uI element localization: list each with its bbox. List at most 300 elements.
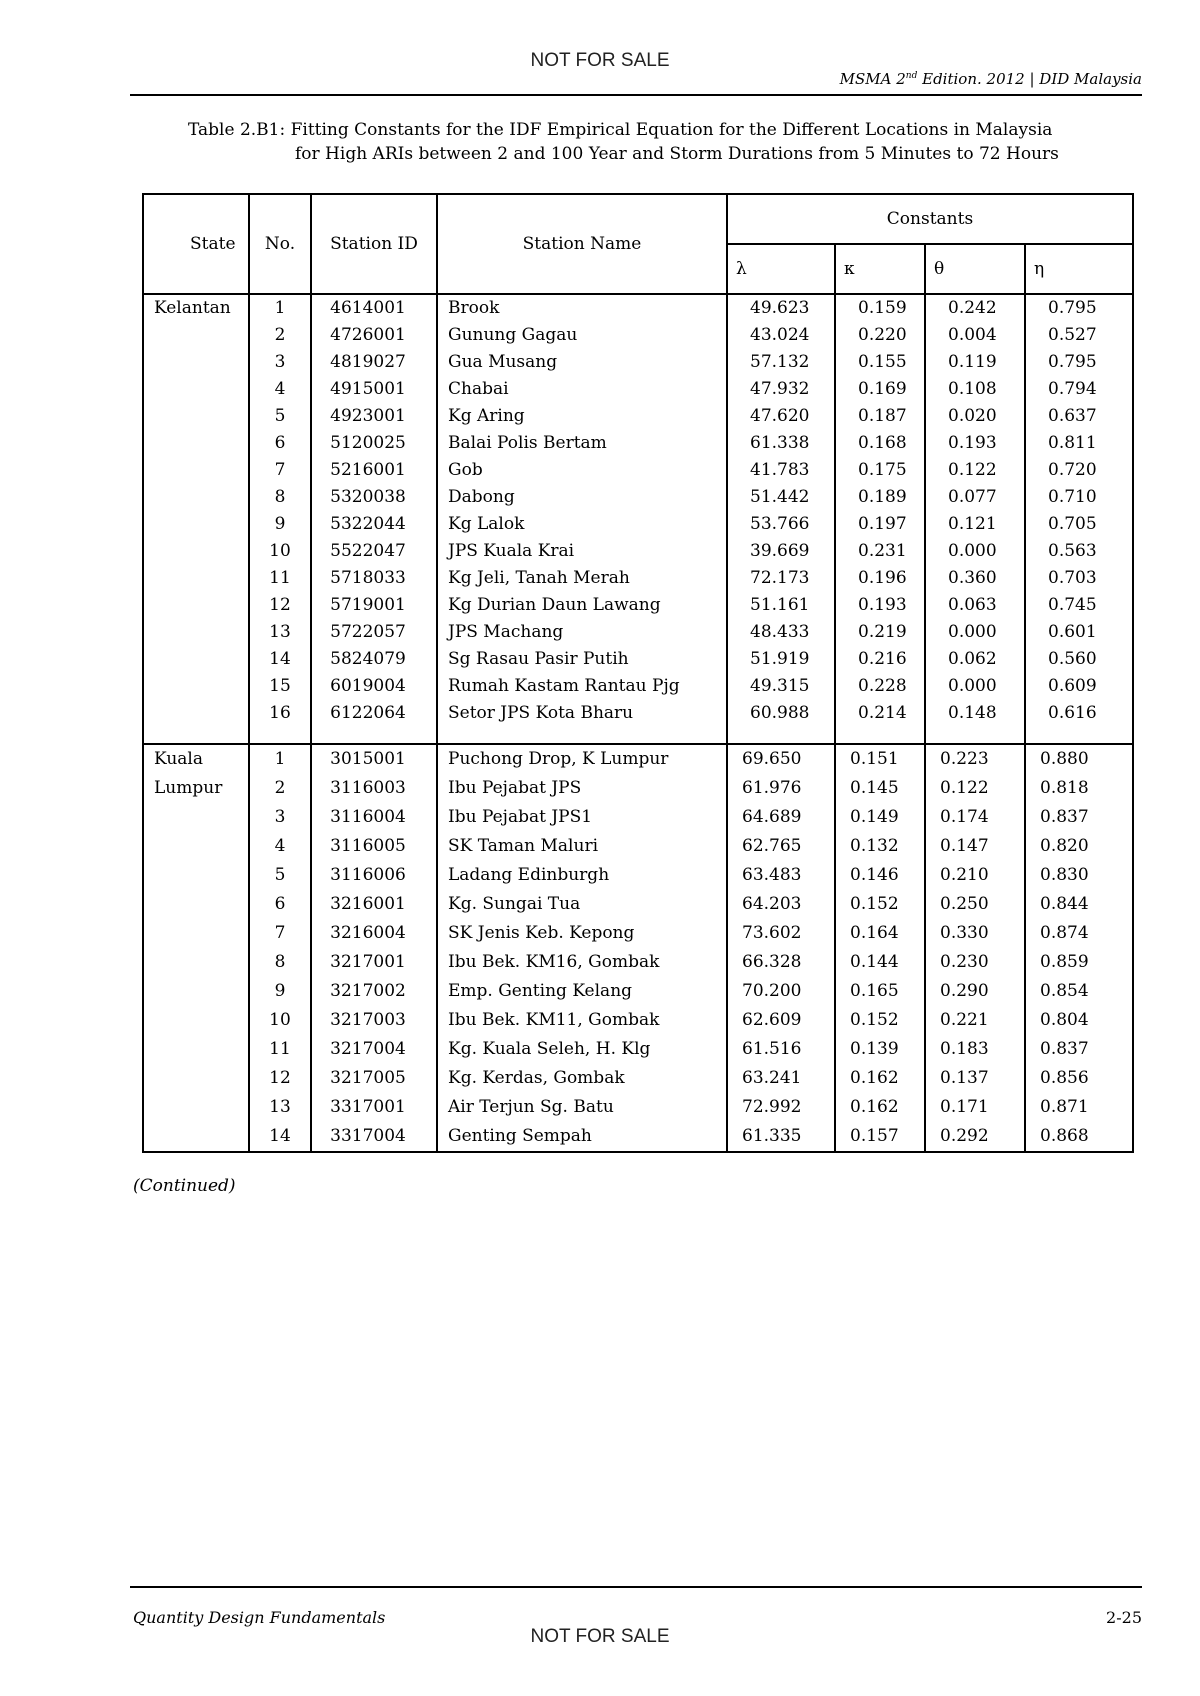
- kappa-cell: 0.193: [835, 592, 925, 619]
- row-number: 13: [249, 619, 311, 646]
- eta-cell: 0.560: [1025, 646, 1133, 673]
- continued-note: (Continued): [133, 1176, 236, 1196]
- table-row: [143, 919, 1133, 948]
- header-station-id: Station ID: [311, 194, 437, 294]
- state-cell: [143, 322, 249, 349]
- station-id-cell: 3317004: [311, 1122, 437, 1152]
- state-cell: [143, 1006, 249, 1035]
- eta-cell: 0.880: [1025, 744, 1133, 774]
- theta-cell: 0.230: [925, 948, 1025, 977]
- kappa-cell: 0.151: [835, 744, 925, 774]
- row-number: 11: [249, 1035, 311, 1064]
- lambda-cell: 72.173: [727, 565, 835, 592]
- kappa-cell: 0.139: [835, 1035, 925, 1064]
- kappa-cell: 0.187: [835, 403, 925, 430]
- theta-cell: 0.290: [925, 977, 1025, 1006]
- theta-cell: 0.062: [925, 646, 1025, 673]
- station-name-cell: Gua Musang: [437, 349, 727, 376]
- station-id-cell: 3015001: [311, 744, 437, 774]
- station-name-cell: Brook: [437, 294, 727, 322]
- kappa-cell: 0.146: [835, 861, 925, 890]
- eta-cell: 0.818: [1025, 774, 1133, 803]
- separator-cell: [925, 727, 1025, 744]
- eta-cell: 0.820: [1025, 832, 1133, 861]
- header-kappa: κ: [835, 244, 925, 294]
- state-cell: [143, 349, 249, 376]
- state-cell: [143, 538, 249, 565]
- table-row: [143, 977, 1133, 1006]
- kappa-cell: 0.155: [835, 349, 925, 376]
- station-name-cell: Kg Aring: [437, 403, 727, 430]
- station-id-cell: 5722057: [311, 619, 437, 646]
- theta-cell: 0.210: [925, 861, 1025, 890]
- kappa-cell: 0.219: [835, 619, 925, 646]
- table-row: [143, 457, 1133, 484]
- header-eta: η: [1025, 244, 1133, 294]
- lambda-cell: 61.516: [727, 1035, 835, 1064]
- station-id-cell: 5322044: [311, 511, 437, 538]
- theta-cell: 0.183: [925, 1035, 1025, 1064]
- page-number: 2-25: [1106, 1608, 1142, 1627]
- station-name-cell: Air Terjun Sg. Batu: [437, 1093, 727, 1122]
- station-name-cell: Kg. Kuala Seleh, H. Klg: [437, 1035, 727, 1064]
- row-number: 11: [249, 565, 311, 592]
- state-cell: [143, 484, 249, 511]
- row-number: 7: [249, 457, 311, 484]
- row-number: 3: [249, 803, 311, 832]
- station-id-cell: 3217001: [311, 948, 437, 977]
- table-caption: [188, 118, 1148, 166]
- lambda-cell: 51.919: [727, 646, 835, 673]
- theta-cell: 0.000: [925, 619, 1025, 646]
- lambda-cell: 64.689: [727, 803, 835, 832]
- lambda-cell: 61.976: [727, 774, 835, 803]
- station-name-cell: Ibu Bek. KM16, Gombak: [437, 948, 727, 977]
- lambda-cell: 73.602: [727, 919, 835, 948]
- row-number: 8: [249, 948, 311, 977]
- state-cell: [143, 977, 249, 1006]
- lambda-cell: 51.442: [727, 484, 835, 511]
- station-name-cell: Puchong Drop, K Lumpur: [437, 744, 727, 774]
- lambda-cell: 39.669: [727, 538, 835, 565]
- eta-cell: 0.871: [1025, 1093, 1133, 1122]
- theta-cell: 0.292: [925, 1122, 1025, 1152]
- station-name-cell: Ladang Edinburgh: [437, 861, 727, 890]
- kappa-cell: 0.231: [835, 538, 925, 565]
- station-name-cell: Kg Lalok: [437, 511, 727, 538]
- eta-cell: 0.527: [1025, 322, 1133, 349]
- table-row: [143, 1035, 1133, 1064]
- station-name-cell: Kg. Sungai Tua: [437, 890, 727, 919]
- state-cell: [143, 919, 249, 948]
- header-rule: [130, 94, 1142, 96]
- row-number: 4: [249, 376, 311, 403]
- eta-cell: 0.720: [1025, 457, 1133, 484]
- table-row: [143, 861, 1133, 890]
- station-name-cell: Sg Rasau Pasir Putih: [437, 646, 727, 673]
- theta-cell: 0.242: [925, 294, 1025, 322]
- eta-cell: 0.601: [1025, 619, 1133, 646]
- row-number: 9: [249, 511, 311, 538]
- row-number: 6: [249, 890, 311, 919]
- lambda-cell: 63.483: [727, 861, 835, 890]
- eta-cell: 0.854: [1025, 977, 1133, 1006]
- row-number: 9: [249, 977, 311, 1006]
- station-id-cell: 3216004: [311, 919, 437, 948]
- station-name-cell: Kg. Kerdas, Gombak: [437, 1064, 727, 1093]
- separator-cell: [1025, 727, 1133, 744]
- eta-cell: 0.837: [1025, 1035, 1133, 1064]
- table-row: [143, 1122, 1133, 1152]
- state-cell: [143, 861, 249, 890]
- lambda-cell: 66.328: [727, 948, 835, 977]
- kappa-cell: 0.159: [835, 294, 925, 322]
- header-state: State: [143, 194, 249, 294]
- lambda-cell: 57.132: [727, 349, 835, 376]
- theta-cell: 0.000: [925, 673, 1025, 700]
- row-number: 16: [249, 700, 311, 727]
- kappa-cell: 0.216: [835, 646, 925, 673]
- state-cell: [143, 619, 249, 646]
- kappa-cell: 0.189: [835, 484, 925, 511]
- station-id-cell: 5522047: [311, 538, 437, 565]
- row-number: 3: [249, 349, 311, 376]
- station-id-cell: 3217004: [311, 1035, 437, 1064]
- row-number: 8: [249, 484, 311, 511]
- state-cell: Lumpur: [143, 774, 249, 803]
- table-row: [143, 948, 1133, 977]
- kappa-cell: 0.196: [835, 565, 925, 592]
- station-name-cell: Rumah Kastam Rantau Pjg: [437, 673, 727, 700]
- lambda-cell: 48.433: [727, 619, 835, 646]
- station-name-cell: Chabai: [437, 376, 727, 403]
- separator-cell: [311, 727, 437, 744]
- row-number: 15: [249, 673, 311, 700]
- theta-cell: 0.174: [925, 803, 1025, 832]
- theta-cell: 0.020: [925, 403, 1025, 430]
- station-id-cell: 4614001: [311, 294, 437, 322]
- theta-cell: 0.119: [925, 349, 1025, 376]
- kappa-cell: 0.152: [835, 890, 925, 919]
- station-id-cell: 3116006: [311, 861, 437, 890]
- station-name-cell: Kg Durian Daun Lawang: [437, 592, 727, 619]
- eta-cell: 0.609: [1025, 673, 1133, 700]
- station-id-cell: 5320038: [311, 484, 437, 511]
- eta-cell: 0.795: [1025, 349, 1133, 376]
- separator-cell: [835, 727, 925, 744]
- theta-cell: 0.004: [925, 322, 1025, 349]
- state-cell: [143, 832, 249, 861]
- watermark-bottom: NOT FOR SALE: [530, 1626, 670, 1647]
- header-sup: nd: [905, 71, 918, 81]
- station-id-cell: 3217003: [311, 1006, 437, 1035]
- kappa-cell: 0.220: [835, 322, 925, 349]
- kappa-cell: 0.168: [835, 430, 925, 457]
- watermark-top: NOT FOR SALE: [530, 50, 670, 71]
- station-name-cell: Gunung Gagau: [437, 322, 727, 349]
- theta-cell: 0.193: [925, 430, 1025, 457]
- station-id-cell: 5718033: [311, 565, 437, 592]
- station-id-cell: 6122064: [311, 700, 437, 727]
- kuala-lumpur-rows: [143, 744, 1133, 1152]
- theta-cell: 0.147: [925, 832, 1025, 861]
- lambda-cell: 61.335: [727, 1122, 835, 1152]
- theta-cell: 0.221: [925, 1006, 1025, 1035]
- kappa-cell: 0.162: [835, 1093, 925, 1122]
- header-rest: Edition. 2012 | DID Malaysia: [917, 70, 1142, 88]
- lambda-cell: 70.200: [727, 977, 835, 1006]
- row-number: 6: [249, 430, 311, 457]
- state-cell: [143, 700, 249, 727]
- kappa-cell: 0.149: [835, 803, 925, 832]
- state-cell: [143, 803, 249, 832]
- state-cell: [143, 1035, 249, 1064]
- station-name-cell: Gob: [437, 457, 727, 484]
- header-lambda: λ: [727, 244, 835, 294]
- eta-cell: 0.837: [1025, 803, 1133, 832]
- row-number: 2: [249, 774, 311, 803]
- table-row: [143, 1064, 1133, 1093]
- station-id-cell: 6019004: [311, 673, 437, 700]
- lambda-cell: 53.766: [727, 511, 835, 538]
- station-id-cell: 3217002: [311, 977, 437, 1006]
- station-id-cell: 4915001: [311, 376, 437, 403]
- table-row: [143, 803, 1133, 832]
- row-number: 13: [249, 1093, 311, 1122]
- lambda-cell: 60.988: [727, 700, 835, 727]
- table-row: [143, 700, 1133, 727]
- kappa-cell: 0.162: [835, 1064, 925, 1093]
- kappa-cell: 0.145: [835, 774, 925, 803]
- table-row: [143, 1093, 1133, 1122]
- page-header: [840, 70, 1142, 88]
- separator-cell: [249, 727, 311, 744]
- separator-cell: [727, 727, 835, 744]
- kappa-cell: 0.169: [835, 376, 925, 403]
- state-cell: [143, 376, 249, 403]
- state-cell: [143, 430, 249, 457]
- kappa-cell: 0.175: [835, 457, 925, 484]
- lambda-cell: 47.932: [727, 376, 835, 403]
- eta-cell: 0.859: [1025, 948, 1133, 977]
- lambda-cell: 63.241: [727, 1064, 835, 1093]
- kappa-cell: 0.164: [835, 919, 925, 948]
- station-name-cell: JPS Kuala Krai: [437, 538, 727, 565]
- header-station-name: Station Name: [437, 194, 727, 294]
- state-cell: [143, 511, 249, 538]
- state-cell: Kuala: [143, 744, 249, 774]
- lambda-cell: 62.609: [727, 1006, 835, 1035]
- table-row: [143, 774, 1133, 803]
- table-row: [143, 832, 1133, 861]
- table-row: [143, 511, 1133, 538]
- state-cell: [143, 592, 249, 619]
- theta-cell: 0.122: [925, 457, 1025, 484]
- table-row: [143, 349, 1133, 376]
- station-id-cell: 3116003: [311, 774, 437, 803]
- table-row: [143, 592, 1133, 619]
- station-id-cell: 3116005: [311, 832, 437, 861]
- row-number: 5: [249, 861, 311, 890]
- state-cell: [143, 673, 249, 700]
- eta-cell: 0.637: [1025, 403, 1133, 430]
- footer-left: Quantity Design Fundamentals: [133, 1608, 386, 1627]
- lambda-cell: 62.765: [727, 832, 835, 861]
- state-cell: [143, 646, 249, 673]
- eta-cell: 0.868: [1025, 1122, 1133, 1152]
- row-number: 14: [249, 1122, 311, 1152]
- theta-cell: 0.330: [925, 919, 1025, 948]
- state-cell: [143, 457, 249, 484]
- state-cell: [143, 1122, 249, 1152]
- lambda-cell: 43.024: [727, 322, 835, 349]
- row-number: 4: [249, 832, 311, 861]
- lambda-cell: 41.783: [727, 457, 835, 484]
- row-number: 14: [249, 646, 311, 673]
- station-id-cell: 4819027: [311, 349, 437, 376]
- eta-cell: 0.795: [1025, 294, 1133, 322]
- kappa-cell: 0.197: [835, 511, 925, 538]
- lambda-cell: 51.161: [727, 592, 835, 619]
- theta-cell: 0.137: [925, 1064, 1025, 1093]
- kappa-cell: 0.228: [835, 673, 925, 700]
- station-name-cell: Ibu Pejabat JPS: [437, 774, 727, 803]
- state-cell: [143, 403, 249, 430]
- table-row: [143, 673, 1133, 700]
- lambda-cell: 49.623: [727, 294, 835, 322]
- table-row: [143, 744, 1133, 774]
- kappa-cell: 0.152: [835, 1006, 925, 1035]
- idf-constants-table: [142, 193, 1134, 1153]
- separator-cell: [143, 727, 249, 744]
- table-row: [143, 294, 1133, 322]
- table-row: [143, 376, 1133, 403]
- eta-cell: 0.703: [1025, 565, 1133, 592]
- theta-cell: 0.250: [925, 890, 1025, 919]
- station-id-cell: 4726001: [311, 322, 437, 349]
- station-id-cell: 5216001: [311, 457, 437, 484]
- theta-cell: 0.108: [925, 376, 1025, 403]
- theta-cell: 0.171: [925, 1093, 1025, 1122]
- station-id-cell: 5824079: [311, 646, 437, 673]
- header-title: MSMA 2: [839, 70, 906, 88]
- table-row: [143, 646, 1133, 673]
- eta-cell: 0.710: [1025, 484, 1133, 511]
- station-id-cell: 3216001: [311, 890, 437, 919]
- lambda-cell: 72.992: [727, 1093, 835, 1122]
- station-name-cell: SK Jenis Keb. Kepong: [437, 919, 727, 948]
- row-number: 5: [249, 403, 311, 430]
- eta-cell: 0.830: [1025, 861, 1133, 890]
- lambda-cell: 61.338: [727, 430, 835, 457]
- lambda-cell: 47.620: [727, 403, 835, 430]
- table-row: [143, 890, 1133, 919]
- station-name-cell: Setor JPS Kota Bharu: [437, 700, 727, 727]
- lambda-cell: 49.315: [727, 673, 835, 700]
- station-name-cell: Dabong: [437, 484, 727, 511]
- station-name-cell: Ibu Pejabat JPS1: [437, 803, 727, 832]
- kappa-cell: 0.157: [835, 1122, 925, 1152]
- eta-cell: 0.563: [1025, 538, 1133, 565]
- table-row: [143, 430, 1133, 457]
- state-cell: [143, 1093, 249, 1122]
- kappa-cell: 0.165: [835, 977, 925, 1006]
- station-id-cell: 3116004: [311, 803, 437, 832]
- station-name-cell: Genting Sempah: [437, 1122, 727, 1152]
- station-name-cell: Balai Polis Bertam: [437, 430, 727, 457]
- eta-cell: 0.804: [1025, 1006, 1133, 1035]
- eta-cell: 0.844: [1025, 890, 1133, 919]
- row-number: 10: [249, 1006, 311, 1035]
- lambda-cell: 69.650: [727, 744, 835, 774]
- station-name-cell: JPS Machang: [437, 619, 727, 646]
- row-number: 1: [249, 744, 311, 774]
- station-id-cell: 5719001: [311, 592, 437, 619]
- station-id-cell: 3217005: [311, 1064, 437, 1093]
- station-name-cell: Ibu Bek. KM11, Gombak: [437, 1006, 727, 1035]
- separator-cell: [437, 727, 727, 744]
- row-number: 2: [249, 322, 311, 349]
- eta-cell: 0.705: [1025, 511, 1133, 538]
- row-number: 1: [249, 294, 311, 322]
- station-name-cell: Emp. Genting Kelang: [437, 977, 727, 1006]
- header-theta: θ: [925, 244, 1025, 294]
- section-separator: [143, 727, 1133, 744]
- caption-line-1: Table 2.B1: Fitting Constants for the IDF Empirical Equation for the Different Locations in Malaysia: [188, 120, 1053, 140]
- table-row: [143, 322, 1133, 349]
- row-number: 7: [249, 919, 311, 948]
- state-cell: [143, 890, 249, 919]
- kappa-cell: 0.144: [835, 948, 925, 977]
- row-number: 12: [249, 592, 311, 619]
- state-cell: [143, 948, 249, 977]
- theta-cell: 0.122: [925, 774, 1025, 803]
- station-id-cell: 4923001: [311, 403, 437, 430]
- theta-cell: 0.121: [925, 511, 1025, 538]
- theta-cell: 0.148: [925, 700, 1025, 727]
- table-row: [143, 619, 1133, 646]
- header-constants: Constants: [727, 194, 1133, 244]
- eta-cell: 0.794: [1025, 376, 1133, 403]
- kappa-cell: 0.214: [835, 700, 925, 727]
- table-row: [143, 565, 1133, 592]
- caption-line-2: for High ARIs between 2 and 100 Year and Storm Durations from 5 Minutes to 72 Hours: [295, 144, 1059, 164]
- eta-cell: 0.811: [1025, 430, 1133, 457]
- kelantan-rows: [143, 294, 1133, 744]
- header-no: No.: [249, 194, 311, 294]
- eta-cell: 0.856: [1025, 1064, 1133, 1093]
- station-name-cell: SK Taman Maluri: [437, 832, 727, 861]
- station-name-cell: Kg Jeli, Tanah Merah: [437, 565, 727, 592]
- eta-cell: 0.745: [1025, 592, 1133, 619]
- theta-cell: 0.000: [925, 538, 1025, 565]
- table-row: [143, 484, 1133, 511]
- table-row: [143, 1006, 1133, 1035]
- footer-rule: [130, 1586, 1142, 1588]
- state-cell: [143, 1064, 249, 1093]
- state-cell: [143, 565, 249, 592]
- table-row: [143, 538, 1133, 565]
- row-number: 12: [249, 1064, 311, 1093]
- theta-cell: 0.360: [925, 565, 1025, 592]
- table-row: [143, 403, 1133, 430]
- eta-cell: 0.874: [1025, 919, 1133, 948]
- state-cell: Kelantan: [143, 294, 249, 322]
- theta-cell: 0.223: [925, 744, 1025, 774]
- theta-cell: 0.063: [925, 592, 1025, 619]
- station-id-cell: 3317001: [311, 1093, 437, 1122]
- eta-cell: 0.616: [1025, 700, 1133, 727]
